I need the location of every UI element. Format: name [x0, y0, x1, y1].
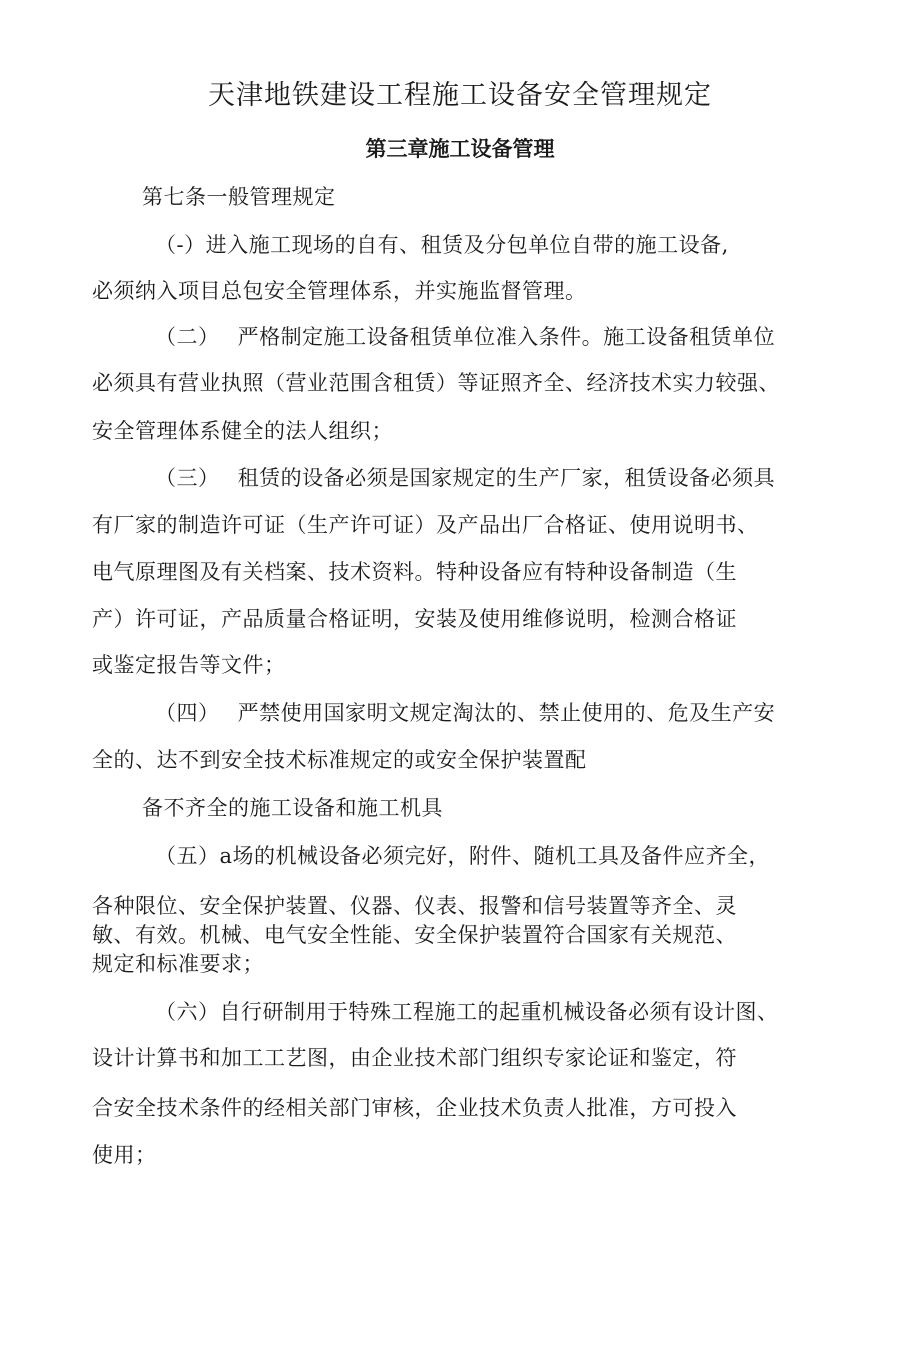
text-line: 或鉴定报告等文件；	[92, 653, 286, 677]
chapter-heading: 第三章施工设备管理	[365, 137, 555, 161]
text-line: 备不齐全的施工设备和施工机具	[142, 796, 443, 820]
text-line: 全的、达不到安全技术标准规定的或安全保护装置配	[92, 748, 587, 772]
text-line: 使用；	[92, 1143, 157, 1167]
text-line: （二） 严格制定施工设备租赁单位准入条件。施工设备租赁单位	[155, 325, 776, 349]
text-line: （-）进入施工现场的自有、租赁及分包单位自带的施工设备,	[155, 233, 729, 257]
text-line: 设计计算书和加工工艺图，由企业技术部门组织专家论证和鉴定，符	[92, 1046, 737, 1070]
text-line: 电气原理图及有关档案、技术资料。特种设备应有特种设备制造（生	[92, 560, 737, 584]
text-line: （四） 严禁使用国家明文规定淘汰的、禁止使用的、危及生产安	[155, 701, 776, 725]
text-line: 必须具有营业执照（营业范围含租赁）等证照齐全、经济技术实力较强、	[92, 371, 780, 395]
document-title: 天津地铁建设工程施工设备安全管理规定	[208, 80, 712, 111]
article-heading: 第七条一般管理规定	[142, 185, 336, 209]
text-line: 安全管理体系健全的法人组织；	[92, 419, 393, 443]
text-line: 产）许可证，产品质量合格证明，安装及使用维修说明，检测合格证	[92, 607, 737, 631]
text-line: （三） 租赁的设备必须是国家规定的生产厂家，租赁设备必须具	[155, 466, 776, 490]
text-line: 敏、有效。机械、电气安全性能、安全保护装置符合国家有关规范、	[92, 923, 737, 947]
text-line: 有厂家的制造许可证（生产许可证）及产品出厂合格证、使用说明书、	[92, 513, 759, 537]
text-line: （六）自行研制用于特殊工程施工的起重机械设备必须有设计图、	[155, 1000, 779, 1024]
text-line: 必须纳入项目总包安全管理体系，并实施监督管理。	[92, 279, 587, 303]
text-line: （五）a场的机械设备必须完好，附件、随机工具及备件应齐全，	[155, 844, 771, 868]
text-line: 规定和标准要求；	[92, 952, 264, 976]
text-line: 合安全技术条件的经相关部门审核，企业技术负责人批准，方可投入	[92, 1096, 737, 1120]
text-line: 各种限位、安全保护装置、仪器、仪表、报警和信号装置等齐全、灵	[92, 894, 737, 918]
